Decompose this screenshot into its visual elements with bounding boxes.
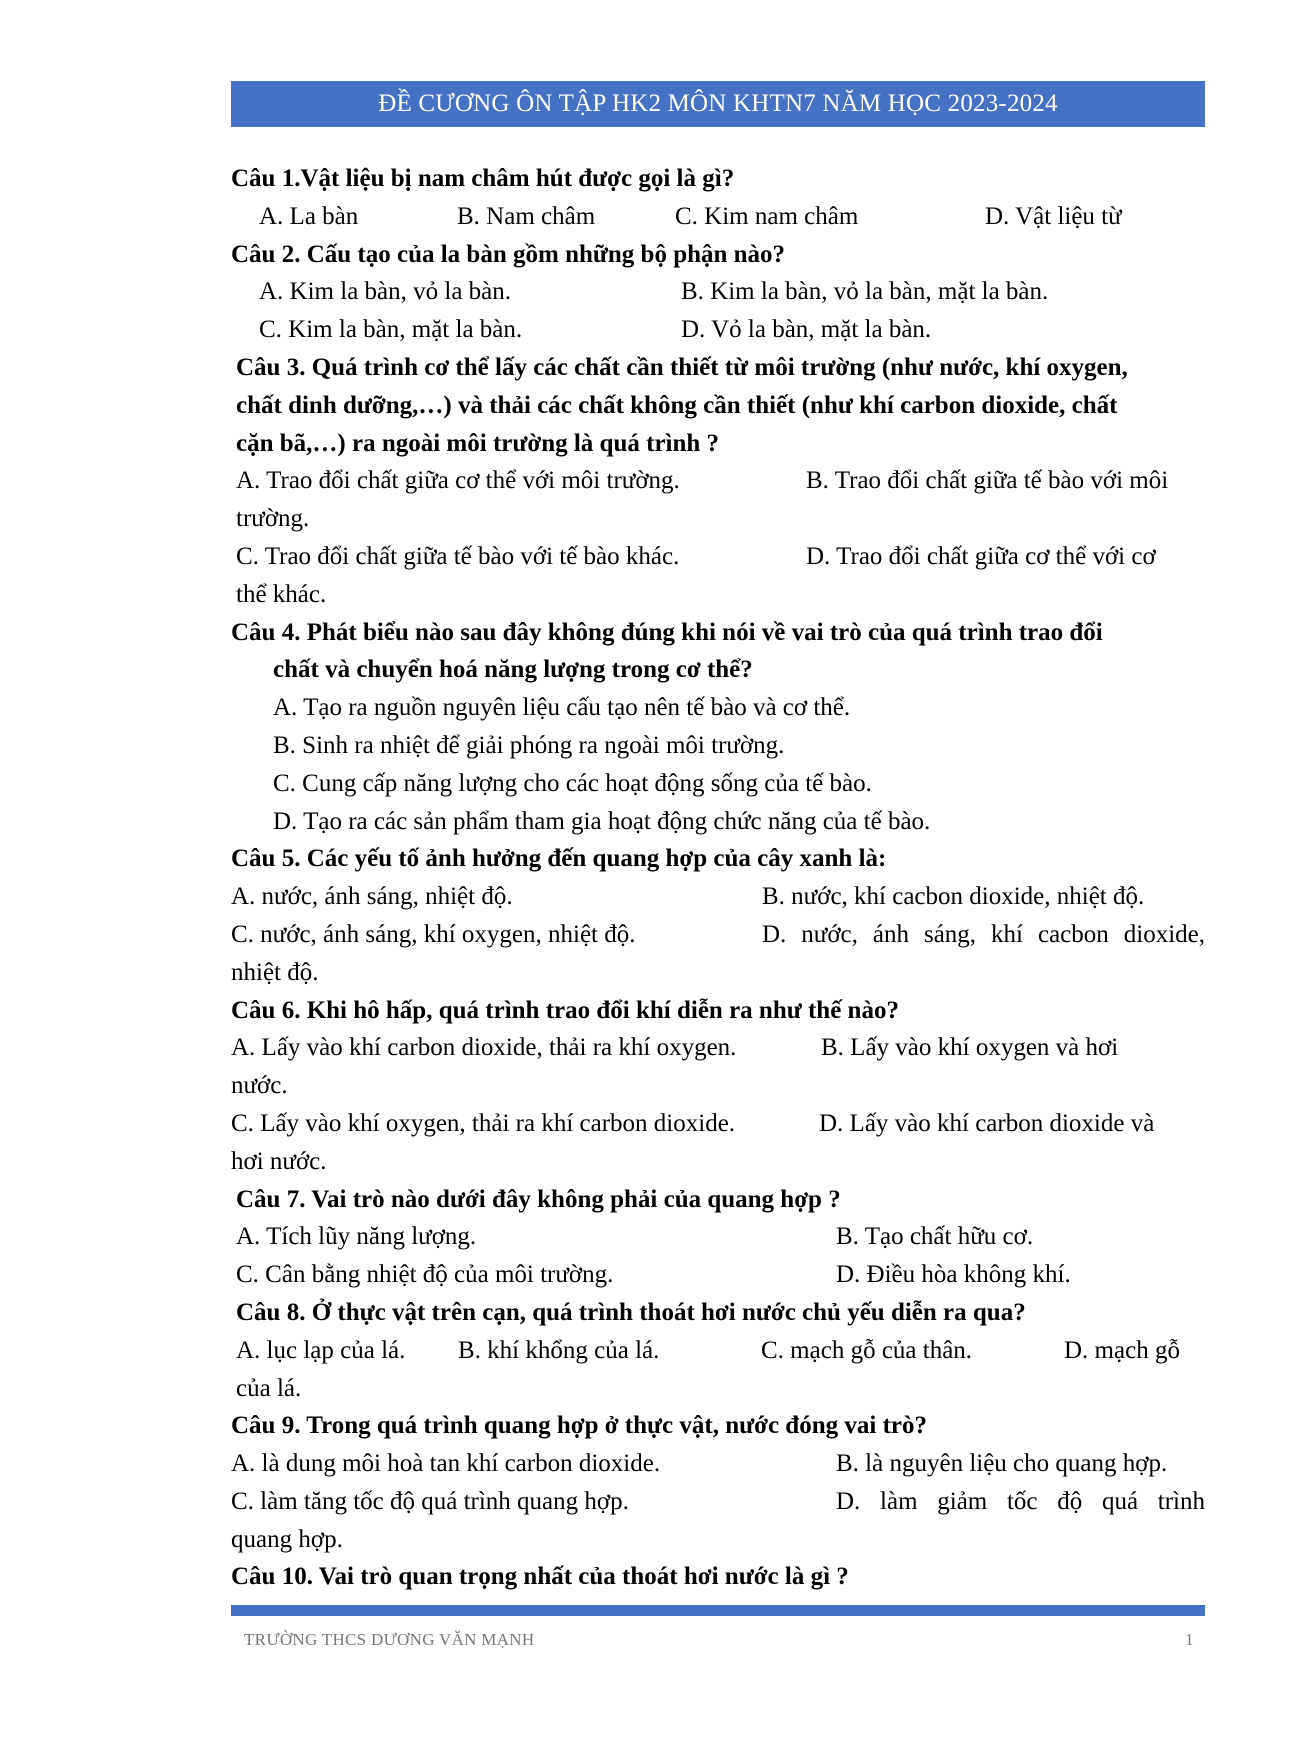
option-d: D. Lấy vào khí carbon dioxide và: [819, 1109, 1155, 1137]
option-c: C. Cân bằng nhiệt độ của môi trường.: [236, 1261, 614, 1289]
option-a: A. là dung môi hoà tan khí carbon dioxide.: [231, 1450, 661, 1478]
options-row: [231, 198, 1205, 236]
options-row: [231, 1105, 1205, 1143]
option-a: A. La bàn: [259, 202, 359, 230]
question-7: Câu 7. Vai trò nào dưới đây không phải của quang hợp ?: [236, 1185, 841, 1213]
option-c: C. Kim la bàn, mặt la bàn.: [259, 316, 523, 344]
option-b: B. khí khổng của lá.: [458, 1336, 660, 1364]
option-b-continued: nước.: [231, 1072, 288, 1100]
option-d-continued: của lá.: [236, 1374, 302, 1402]
page-header-title: ĐỀ CƯƠNG ÔN TẬP HK2 MÔN KHTN7 NĂM HỌC 2023-2024: [231, 81, 1205, 127]
footer-divider: [231, 1605, 1205, 1616]
option-d: D. nước, ánh sáng, khí cacbon dioxide,: [762, 920, 1205, 948]
option-b-continued: trường.: [236, 505, 310, 533]
option-c: C. Trao đổi chất giữa tế bào với tế bào khác.: [236, 542, 680, 570]
options-row: [231, 1218, 1205, 1256]
question-3-line-3: cặn bã,…) ra ngoài môi trường là quá trình ?: [236, 429, 720, 457]
option-a: A. Tạo ra nguồn nguyên liệu cấu tạo nên tế bào và cơ thể.: [273, 694, 851, 722]
option-b: B. Trao đổi chất giữa tế bào với môi: [806, 467, 1169, 495]
question-list: [231, 160, 1205, 1596]
option-d-continued: hơi nước.: [231, 1147, 327, 1175]
option-d: D. Điều hòa không khí.: [836, 1261, 1071, 1289]
option-d-continued: quang hợp.: [231, 1525, 343, 1553]
option-d-continued: nhiệt độ.: [231, 958, 319, 986]
question-3-line-2: chất dinh dưỡng,…) và thải các chất không cần thiết (như khí carbon dioxide, chất: [236, 391, 1118, 419]
options-row: [231, 916, 1205, 954]
option-b: B. nước, khí cacbon dioxide, nhiệt độ.: [762, 883, 1145, 911]
options-row: [231, 878, 1205, 916]
option-a: A. nước, ánh sáng, nhiệt độ.: [231, 883, 513, 911]
option-d: D. mạch gỗ: [1064, 1336, 1180, 1364]
options-row: [231, 462, 1205, 500]
question-9: Câu 9. Trong quá trình quang hợp ở thực vật, nước đóng vai trò?: [231, 1412, 927, 1440]
option-b: B. Sinh ra nhiệt để giải phóng ra ngoài môi trường.: [273, 731, 785, 759]
option-d: D. Trao đổi chất giữa cơ thể với cơ: [806, 542, 1156, 570]
question-5: Câu 5. Các yếu tố ảnh hưởng đến quang hợp của cây xanh là:: [231, 845, 887, 873]
option-c: C. Lấy vào khí oxygen, thải ra khí carbon dioxide.: [231, 1109, 736, 1137]
option-b: B. Tạo chất hữu cơ.: [836, 1223, 1034, 1251]
option-a: A. Tích lũy năng lượng.: [236, 1223, 477, 1251]
option-d: D. Vỏ la bàn, mặt la bàn.: [681, 316, 932, 344]
question-4-line-2: chất và chuyển hoá năng lượng trong cơ thể?: [273, 656, 753, 684]
option-c: C. Kim nam châm: [675, 202, 859, 230]
option-b: B. Nam châm: [457, 202, 596, 230]
option-b: B. là nguyên liệu cho quang hợp.: [836, 1450, 1168, 1478]
option-b: B. Kim la bàn, vỏ la bàn, mặt la bàn.: [681, 278, 1049, 306]
options-row: [231, 1332, 1205, 1370]
page-number: 1: [1185, 1630, 1194, 1649]
option-d: D. Vật liệu từ: [985, 202, 1122, 230]
option-c: C. nước, ánh sáng, khí oxygen, nhiệt độ.: [231, 920, 636, 948]
option-b: B. Lấy vào khí oxygen và hơi: [821, 1034, 1119, 1062]
question-8: Câu 8. Ở thực vật trên cạn, quá trình thoát hơi nước chủ yếu diễn ra qua?: [236, 1298, 1026, 1326]
option-a: A. Lấy vào khí carbon dioxide, thải ra khí oxygen.: [231, 1034, 737, 1062]
option-d: D. làm giảm tốc độ quá trình: [836, 1487, 1205, 1515]
option-a: A. Kim la bàn, vỏ la bàn.: [259, 278, 512, 306]
question-1: Câu 1.Vật liệu bị nam châm hút được gọi là gì?: [231, 165, 735, 192]
options-row: [231, 311, 1205, 349]
options-row: [231, 1029, 1205, 1067]
options-row: [231, 1445, 1205, 1483]
option-a: A. lục lạp của lá.: [236, 1336, 406, 1364]
option-c: C. Cung cấp năng lượng cho các hoạt động sống của tế bào.: [273, 769, 872, 797]
option-c: C. làm tăng tốc độ quá trình quang hợp.: [231, 1487, 629, 1515]
option-d: D. Tạo ra các sản phẩm tham gia hoạt động chức năng của tế bào.: [273, 807, 931, 835]
question-6: Câu 6. Khi hô hấp, quá trình trao đổi khí diễn ra như thế nào?: [231, 996, 899, 1024]
option-c: C. mạch gỗ của thân.: [761, 1336, 973, 1364]
footer-school-name: TRƯỜNG THCS DƯƠNG VĂN MẠNH: [244, 1630, 535, 1649]
question-4-line-1: Câu 4. Phát biểu nào sau đây không đúng khi nói về vai trò của quá trình trao đổi: [231, 618, 1103, 646]
question-3-line-1: Câu 3. Quá trình cơ thể lấy các chất cần thiết từ môi trường (như nước, khí oxygen,: [236, 353, 1128, 381]
options-row: [231, 1256, 1205, 1294]
question-10: Câu 10. Vai trò quan trọng nhất của thoát hơi nước là gì ?: [231, 1563, 849, 1591]
question-2: Câu 2. Cấu tạo của la bàn gồm những bộ phận nào?: [231, 240, 786, 268]
options-row: [231, 1483, 1205, 1521]
options-row: [231, 538, 1205, 576]
option-a: A. Trao đổi chất giữa cơ thể với môi trường.: [236, 467, 680, 495]
options-row: [231, 273, 1205, 311]
option-d-continued: thể khác.: [236, 580, 327, 608]
